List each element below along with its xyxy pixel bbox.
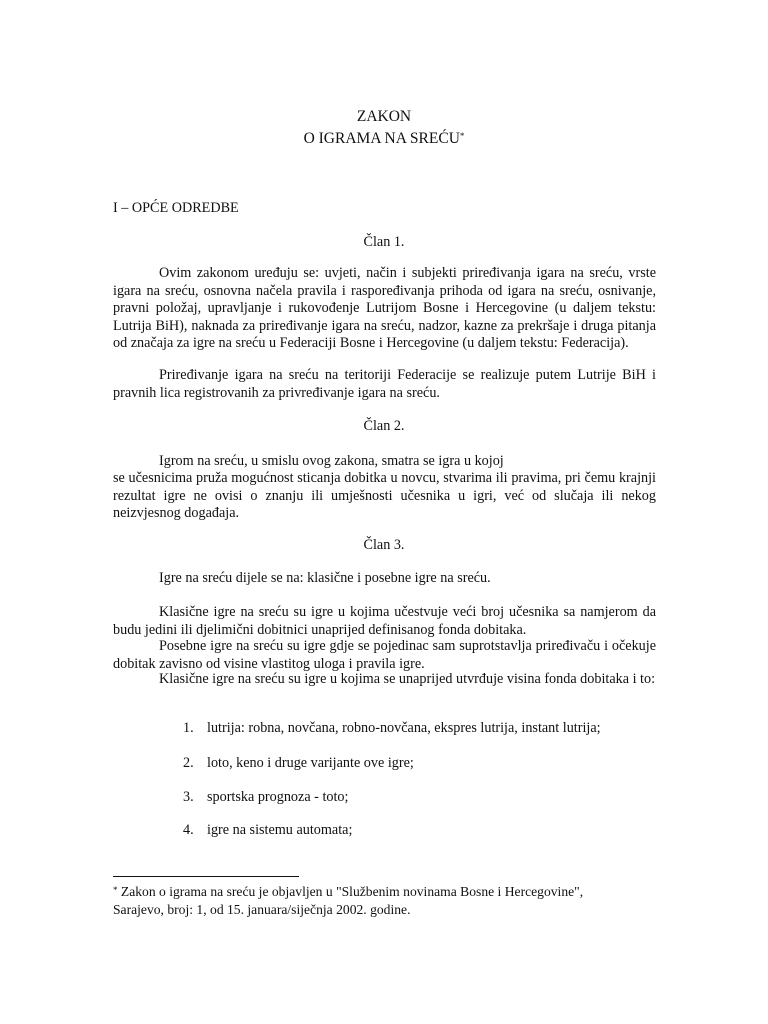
- list-item-text: igre na sistemu automata;: [207, 822, 353, 838]
- footnote-text-1: Zakon o igrama na sreću je objavljen u "Službenim novinama Bosne i Hercegovine",: [120, 884, 584, 899]
- list-item-number: 4.: [183, 822, 194, 838]
- article-3-paragraph-4: Klasične igre na sreću su igre u kojima se unaprijed utvrđuje visina fonda dobitaka i to:: [159, 671, 656, 687]
- article-1-paragraph-1: Ovim zakonom uređuju se: uvjeti, način i subjekti priređivanja igara na sreću, vrste igara na sreću, osnovna načela pravila i raspoređivanja prihoda od igara na sreću, osnivanje, pravni položaj, upravljanje i rukovođenje Lutrijom Bosne i Hercegovine (u daljem tekstu: Lutrija BiH), naknada za priređivanje igara na sreću, nadzor, kazne za prekršaje i druga pitanja od značaja za igre na sreću u Federaciji Bosne i Hercegovine (u daljem tekstu: Federacija).: [113, 265, 656, 351]
- article-3-heading: Član 3.: [363, 537, 405, 553]
- list-item: [183, 755, 414, 773]
- title-footnote-mark: *: [459, 131, 465, 141]
- article-3-paragraph-1: Igre na sreću dijele se na: klasične i posebne igre na sreću.: [159, 570, 491, 586]
- list-item-text: sportska prognoza - toto;: [207, 789, 349, 805]
- document-title-line1: ZAKON: [356, 108, 412, 125]
- section-heading: I – OPĆE ODREDBE: [113, 200, 239, 216]
- article-3-paragraph-2: Klasične igre na sreću su igre u kojima učestvuje veći broj učesnika sa namjerom da budu jedini ili djelimični dobitnici unaprijed definisanog fonda dobitaka.: [113, 604, 656, 638]
- title-text: O IGRAMA NA SREĆU: [303, 130, 460, 147]
- footnote-mark: *: [113, 885, 118, 895]
- footnote-separator: [113, 876, 299, 877]
- list-item-number: 1.: [183, 720, 194, 736]
- list-item: [183, 720, 601, 738]
- article-1-heading: Član 1.: [363, 234, 405, 250]
- list-item-text: loto, keno i druge varijante ove igre;: [207, 755, 414, 771]
- article-2-paragraph-1-first-line: Igrom na sreću, u smislu ovog zakona, smatra se igra u kojoj: [159, 453, 504, 469]
- article-2-paragraph-1-rest: se učesnicima pruža mogućnost sticanja dobitka u novcu, stvarima ili pravima, pri čemu krajnji rezultat igre ne ovisi o znanju ili umješnosti učesnika u igri, već od slučaja ili nekog neizvjesnog događaja.: [113, 470, 656, 521]
- document-title-line2: [0, 130, 768, 148]
- footnote-line-2: Sarajevo, broj: 1, od 15. januara/siječnja 2002. godine.: [113, 902, 411, 917]
- article-3-paragraph-3: Posebne igre na sreću su igre gdje se pojedinac sam suprotstavlja priređivaču i očekuje dobitak zavisno od visine vlastitog uloga i pravila igre.: [113, 638, 656, 672]
- list-item: [183, 789, 348, 807]
- list-item: [183, 822, 352, 840]
- footnote-line-1: [113, 883, 658, 901]
- list-item-number: 3.: [183, 789, 194, 805]
- article-2-heading: Član 2.: [363, 418, 405, 434]
- article-1-paragraph-2: Priređivanje igara na sreću na teritoriji Federacije se realizuje putem Lutrije BiH i pravnih lica registrovanih za privređivanje igara na sreću.: [113, 367, 656, 401]
- list-item-number: 2.: [183, 755, 194, 771]
- list-item-text: lutrija: robna, novčana, robno-novčana, ekspres lutrija, instant lutrija;: [207, 720, 601, 736]
